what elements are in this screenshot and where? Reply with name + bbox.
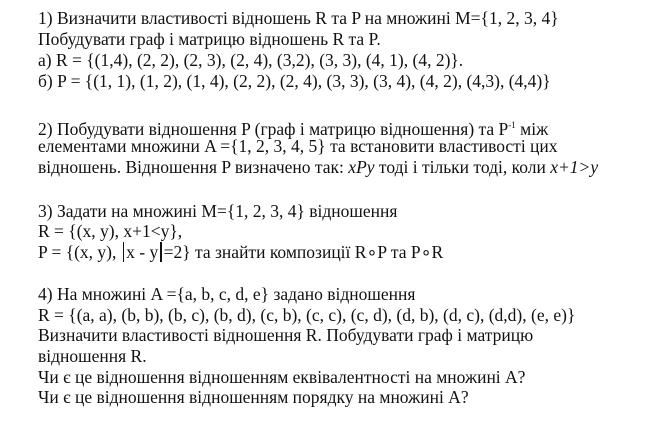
task2-line3-text: відношень. Відношення P визначено так: [38, 157, 349, 177]
task4-line3: Визначити властивості відношення R. Побудувати граф і матрицю [38, 325, 534, 345]
abs-bar-right [160, 242, 161, 262]
task2-line3 [38, 157, 598, 177]
task3-line3-text: P = {(x, y), [38, 242, 117, 262]
task3-line1: 3) Задати на множині M={1, 2, 3, 4} відношення [38, 201, 398, 221]
task4-line2: R = {(a, a), (b, b), (b, c), (b, d), (c, b), (c, c), (c, d), (d, b), (d, c), (d,d), (e, e)} [38, 305, 576, 325]
task1-line1: 1) Визначити властивості відношень R та P на множині M={1, 2, 3, 4} [38, 8, 559, 28]
abs-expression: x - y [126, 242, 159, 262]
relation-expression: xPy [348, 157, 375, 177]
task2-line1-text: 2) Побудувати відношення P (граф і матрицю відношення) та P [38, 119, 509, 139]
task2-line3-mid: тоді і тільки тоді, коли [374, 157, 551, 177]
task1-line4: б) P = {(1, 1), (1, 2), (1, 4), (2, 2), (2, 4), (3, 3), (3, 4), (4, 2), (4,3), (4,4)} [38, 71, 551, 91]
task4-line5: Чи є це відношення відношенням еквівалентності на множині A? [38, 367, 526, 387]
task4-line4: відношення R. [38, 346, 147, 366]
inverse-superscript: -1 [508, 120, 516, 130]
task4-line6: Чи є це відношення відношенням порядку на множині A? [38, 387, 469, 407]
task2-line2: елементами множини A ={1, 2, 3, 4, 5} та встановити властивості цих [38, 136, 558, 156]
task3-line3-tail: =2} та знайти композиції R∘P та P∘R [163, 242, 444, 262]
task3-line3 [38, 242, 443, 262]
task1-line3: а) R = {(1,4), (2, 2), (2, 3), (2, 4), (3,2), (3, 3), (4, 1), (4, 2)}. [38, 50, 464, 70]
abs-bar-left [123, 242, 124, 262]
task1-line2: Побудувати граф і матрицю відношень R та P. [38, 29, 381, 49]
condition-expression: x+1>y [550, 157, 599, 177]
task4-line1: 4) На множині A ={a, b, c, d, e} задано відношення [38, 284, 416, 304]
task2-line1-tail: між [515, 119, 549, 139]
task3-line2: R = {(x, y), x+1<y}, [38, 221, 183, 241]
